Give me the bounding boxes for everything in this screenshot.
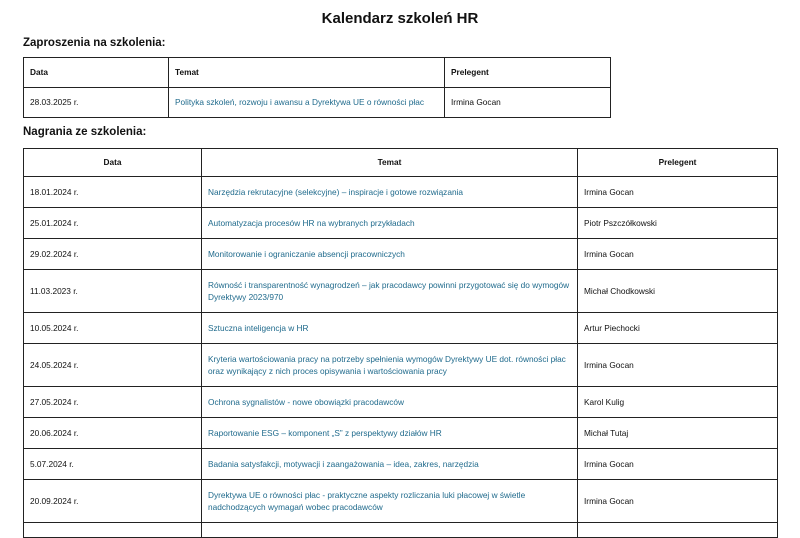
row-topic-link[interactable]: Równość i transparentność wynagrodzeń – jak pracodawcy powinni przygotować się do wymogów Dyrektywy 2023/970	[202, 270, 578, 313]
row-speaker: Irmina Gocan	[578, 177, 778, 208]
row-speaker: Michał Tutaj	[578, 418, 778, 449]
row-date: 27.05.2024 r.	[24, 387, 202, 418]
row-topic-link[interactable]: Raportowanie ESG – komponent „S” z perspektywy działów HR	[202, 418, 578, 449]
invites-table	[23, 57, 611, 118]
recordings-heading: Nagrania ze szkolenia:	[23, 126, 147, 138]
row-speaker: Karol Kulig	[578, 387, 778, 418]
row-topic	[202, 523, 578, 538]
table-row-partial	[24, 523, 778, 538]
table-row	[24, 239, 778, 270]
row-topic-link[interactable]: Dyrektywa UE o równości płac - praktyczne aspekty rozliczania luki płacowej w świetle nadchodzących wymagań wobec pracodawców	[202, 480, 578, 523]
table-header-row	[24, 149, 778, 177]
row-date: 20.06.2024 r.	[24, 418, 202, 449]
column-header-speaker: Prelegent	[578, 149, 778, 177]
row-speaker	[578, 523, 778, 538]
page-title: Kalendarz szkoleń HR	[321, 10, 479, 27]
table-row	[24, 418, 778, 449]
row-topic-link[interactable]: Automatyzacja procesów HR na wybranych przykładach	[202, 208, 578, 239]
row-date: 20.09.2024 r.	[24, 480, 202, 523]
row-speaker: Irmina Gocan	[578, 344, 778, 387]
row-speaker: Irmina Gocan	[578, 480, 778, 523]
row-topic-link[interactable]: Sztuczna inteligencja w HR	[202, 313, 578, 344]
row-date	[24, 523, 202, 538]
row-date: 25.01.2024 r.	[24, 208, 202, 239]
row-topic-link[interactable]: Polityka szkoleń, rozwoju i awansu a Dyrektywa UE o równości płac	[169, 88, 445, 118]
row-date: 28.03.2025 r.	[24, 88, 169, 118]
table-row	[24, 387, 778, 418]
row-speaker: Piotr Pszczółkowski	[578, 208, 778, 239]
column-header-speaker: Prelegent	[445, 58, 611, 88]
row-topic-link[interactable]: Badania satysfakcji, motywacji i zaangażowania – idea, zakres, narzędzia	[202, 449, 578, 480]
row-date: 18.01.2024 r.	[24, 177, 202, 208]
recordings-table	[23, 148, 778, 538]
row-topic-link[interactable]: Kryteria wartościowania pracy na potrzeby spełnienia wymogów Dyrektywy UE dot. równości płac oraz wynikający z nich proces opisywania i wartościowania pracy	[202, 344, 578, 387]
column-header-topic: Temat	[202, 149, 578, 177]
row-date: 5.07.2024 r.	[24, 449, 202, 480]
table-header-row	[24, 58, 611, 88]
row-speaker: Artur Piechocki	[578, 313, 778, 344]
table-row	[24, 270, 778, 313]
table-row	[24, 177, 778, 208]
invites-heading: Zaproszenia na szkolenia:	[23, 37, 166, 49]
column-header-topic: Temat	[169, 58, 445, 88]
table-row	[24, 313, 778, 344]
row-date: 11.03.2023 r.	[24, 270, 202, 313]
row-date: 10.05.2024 r.	[24, 313, 202, 344]
table-row	[24, 88, 611, 118]
row-speaker: Irmina Gocan	[445, 88, 611, 118]
row-date: 29.02.2024 r.	[24, 239, 202, 270]
table-row	[24, 480, 778, 523]
table-row	[24, 449, 778, 480]
column-header-date: Data	[24, 149, 202, 177]
row-speaker: Irmina Gocan	[578, 449, 778, 480]
table-row	[24, 344, 778, 387]
row-date: 24.05.2024 r.	[24, 344, 202, 387]
row-topic-link[interactable]: Ochrona sygnalistów - nowe obowiązki pracodawców	[202, 387, 578, 418]
row-topic-link[interactable]: Monitorowanie i ograniczanie absencji pracowniczych	[202, 239, 578, 270]
column-header-date: Data	[24, 58, 169, 88]
row-speaker: Michał Chodkowski	[578, 270, 778, 313]
table-row	[24, 208, 778, 239]
row-speaker: Irmina Gocan	[578, 239, 778, 270]
row-topic-link[interactable]: Narzędzia rekrutacyjne (selekcyjne) – inspiracje i gotowe rozwiązania	[202, 177, 578, 208]
